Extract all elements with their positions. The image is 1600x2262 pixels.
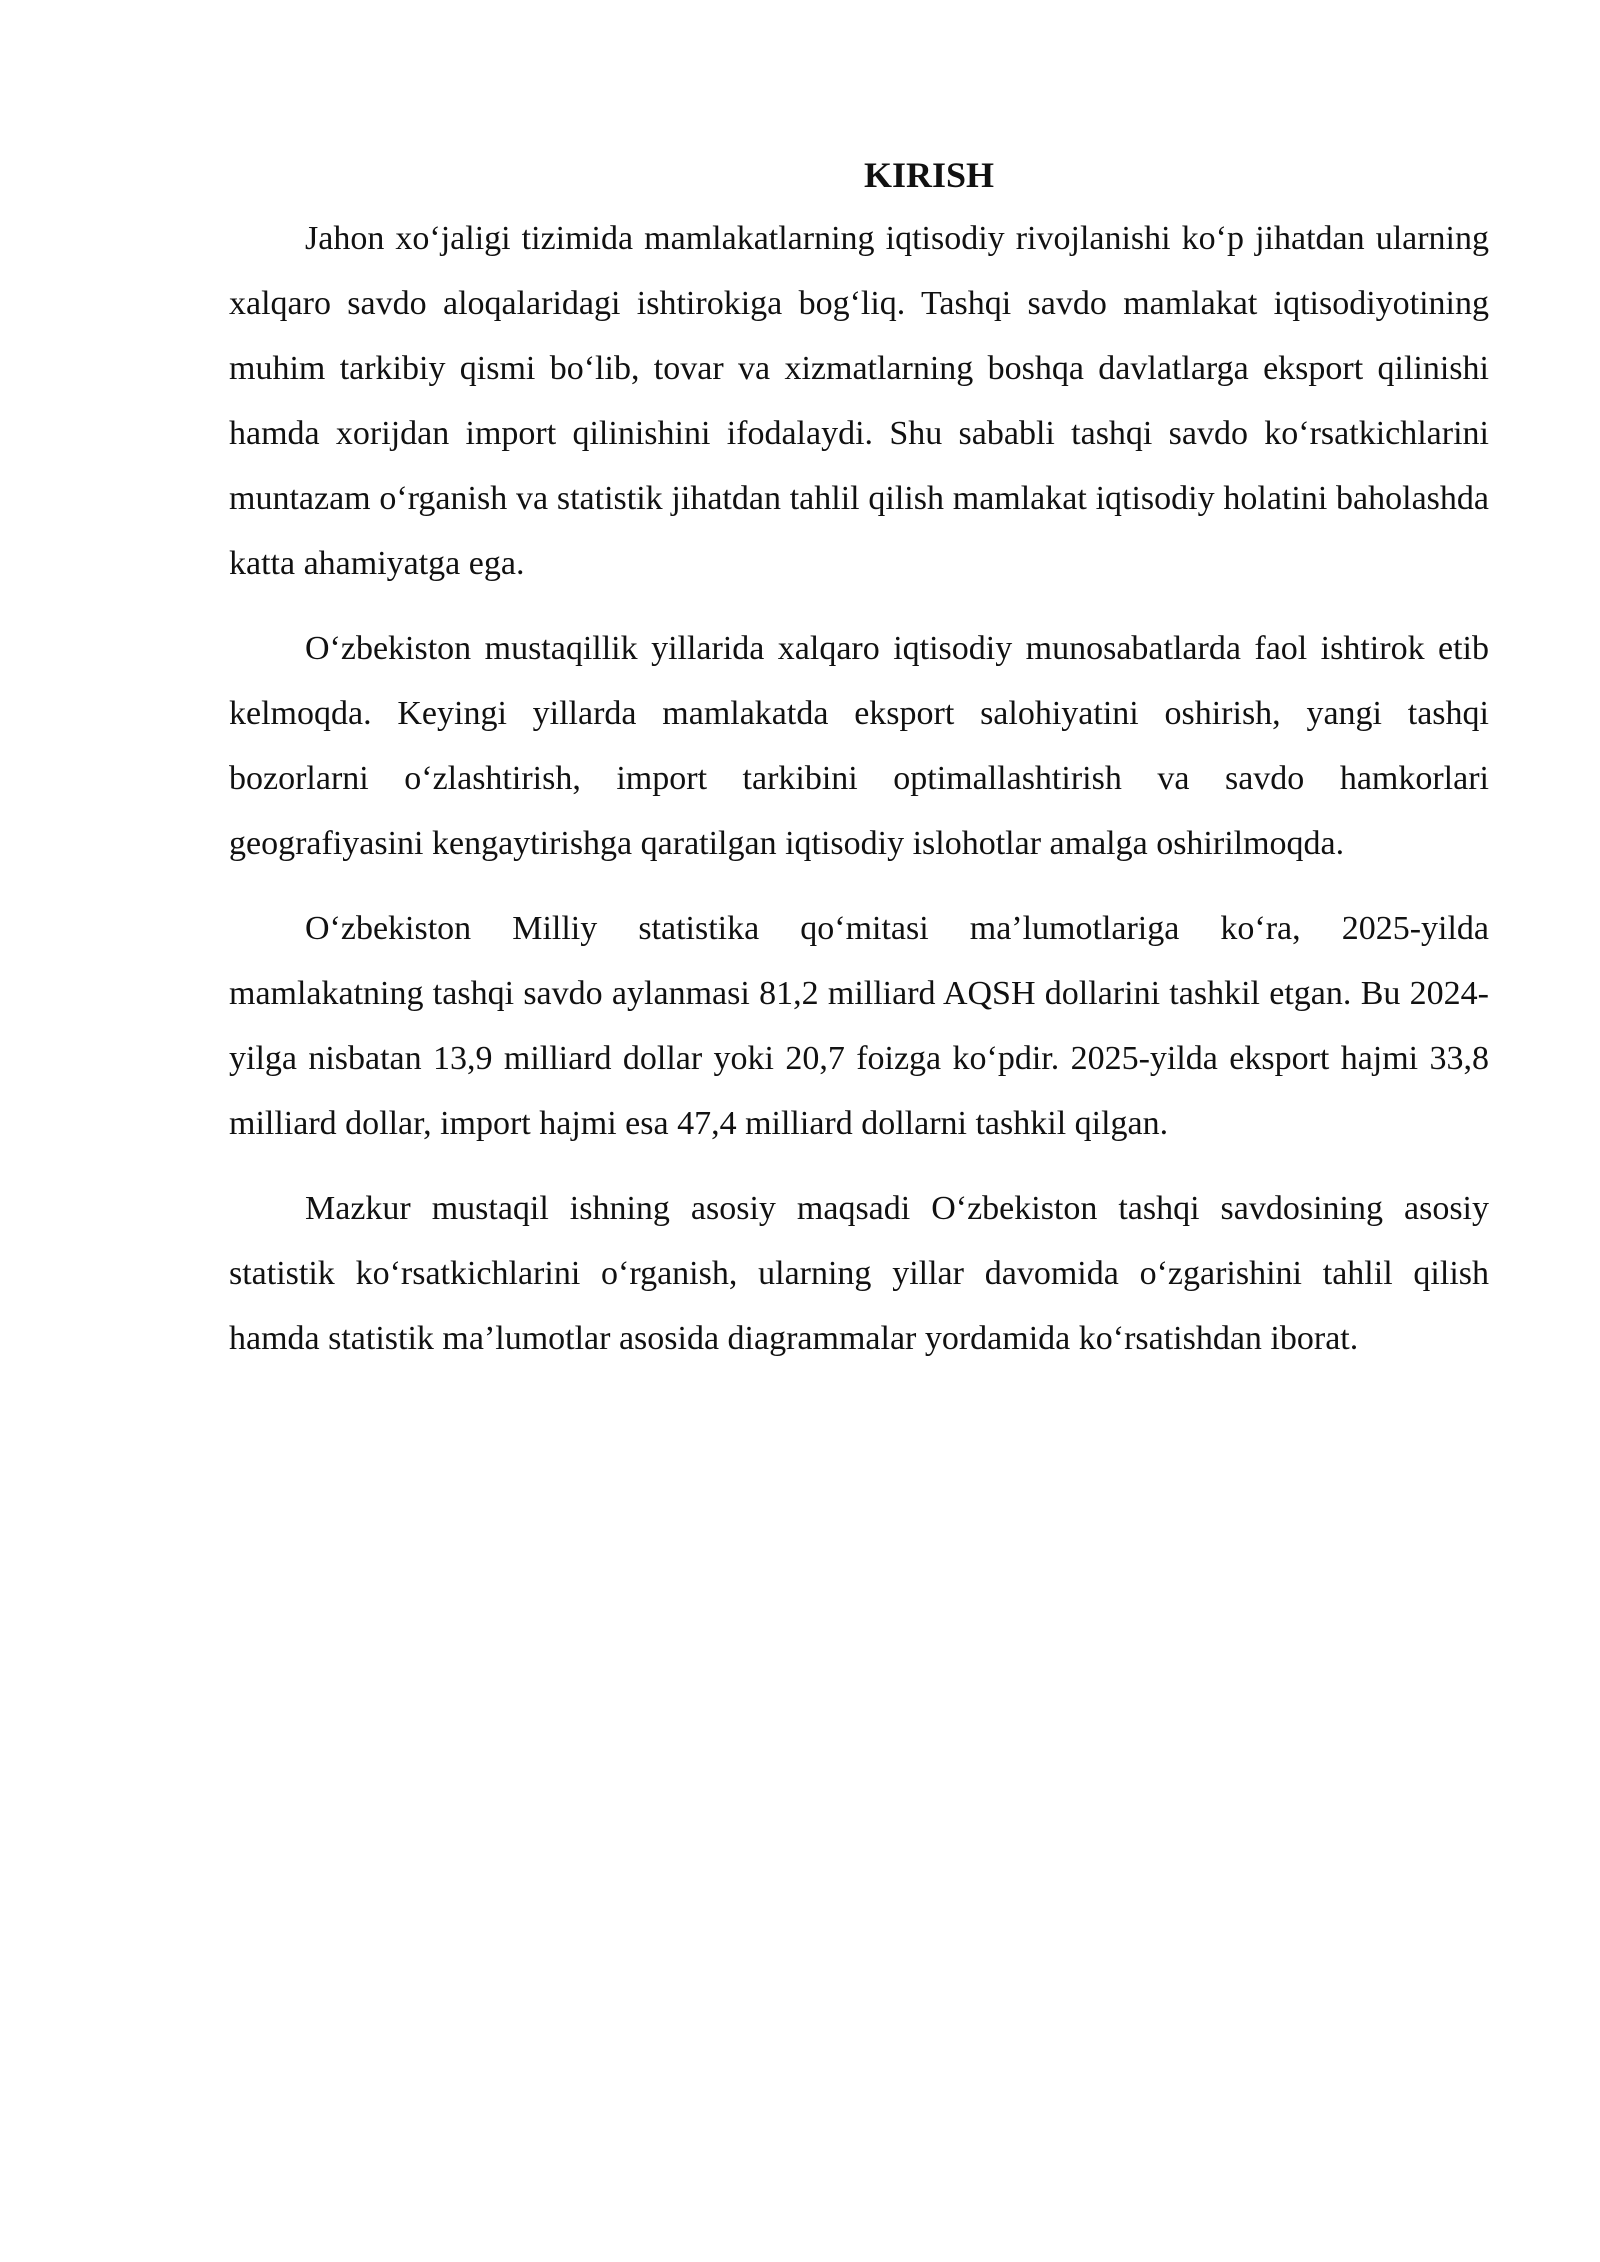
section-heading: KIRISH	[863, 155, 995, 195]
paragraph-2: O‘zbekiston mustaqillik yillarida xalqaro iqtisodiy munosabatlarda faol ishtirok etib kelmoqda. Keyingi yillarda mamlakatda eksport salohiyatini oshirish, yangi tashqi bozorlarni o‘zlashtirish, import tarkibini optimallashtirish va savdo hamkorlari geografiyasini kengaytirishga qaratilgan iqtisodiy islohotlar amalga oshirilmoqda.	[229, 630, 1489, 862]
document-page	[229, 148, 1489, 1391]
paragraph-1: Jahon xo‘jaligi tizimida mamlakatlarning iqtisodiy rivojlanishi ko‘p jihatdan ularning xalqaro savdo aloqalaridagi ishtirokiga bog‘liq. Tashqi savdo mamlakat iqtisodiyotining muhim tarkibiy qismi bo‘lib, tovar va xizmatlarning boshqa davlatlarga eksport qilinishi hamda xorijdan import qilinishini ifodalaydi. Shu sababli tashqi savdo ko‘rsatkichlarini muntazam o‘rganish va statistik jihatdan tahlil qilish mamlakat iqtisodiy holatini baholashda katta ahamiyatga ega.	[229, 220, 1489, 582]
paragraph-3: O‘zbekiston Milliy statistika qo‘mitasi ma’lumotlariga ko‘ra, 2025-yilda mamlakatning tashqi savdo aylanmasi 81,2 milliard AQSH dollarini tashkil etgan. Bu 2024-yilga nisbatan 13,9 milliard dollar yoki 20,7 foizga ko‘pdir. 2025-yilda eksport hajmi 33,8 milliard dollar, import hajmi esa 47,4 milliard dollarni tashkil qilgan.	[229, 910, 1489, 1142]
paragraph-4: Mazkur mustaqil ishning asosiy maqsadi O‘zbekiston tashqi savdosining asosiy statistik ko‘rsatkichlarini o‘rganish, ularning yillar davomida o‘zgarishini tahlil qilish hamda statistik ma’lumotlar asosida diagrammalar yordamida ko‘rsatishdan iborat.	[229, 1190, 1489, 1357]
